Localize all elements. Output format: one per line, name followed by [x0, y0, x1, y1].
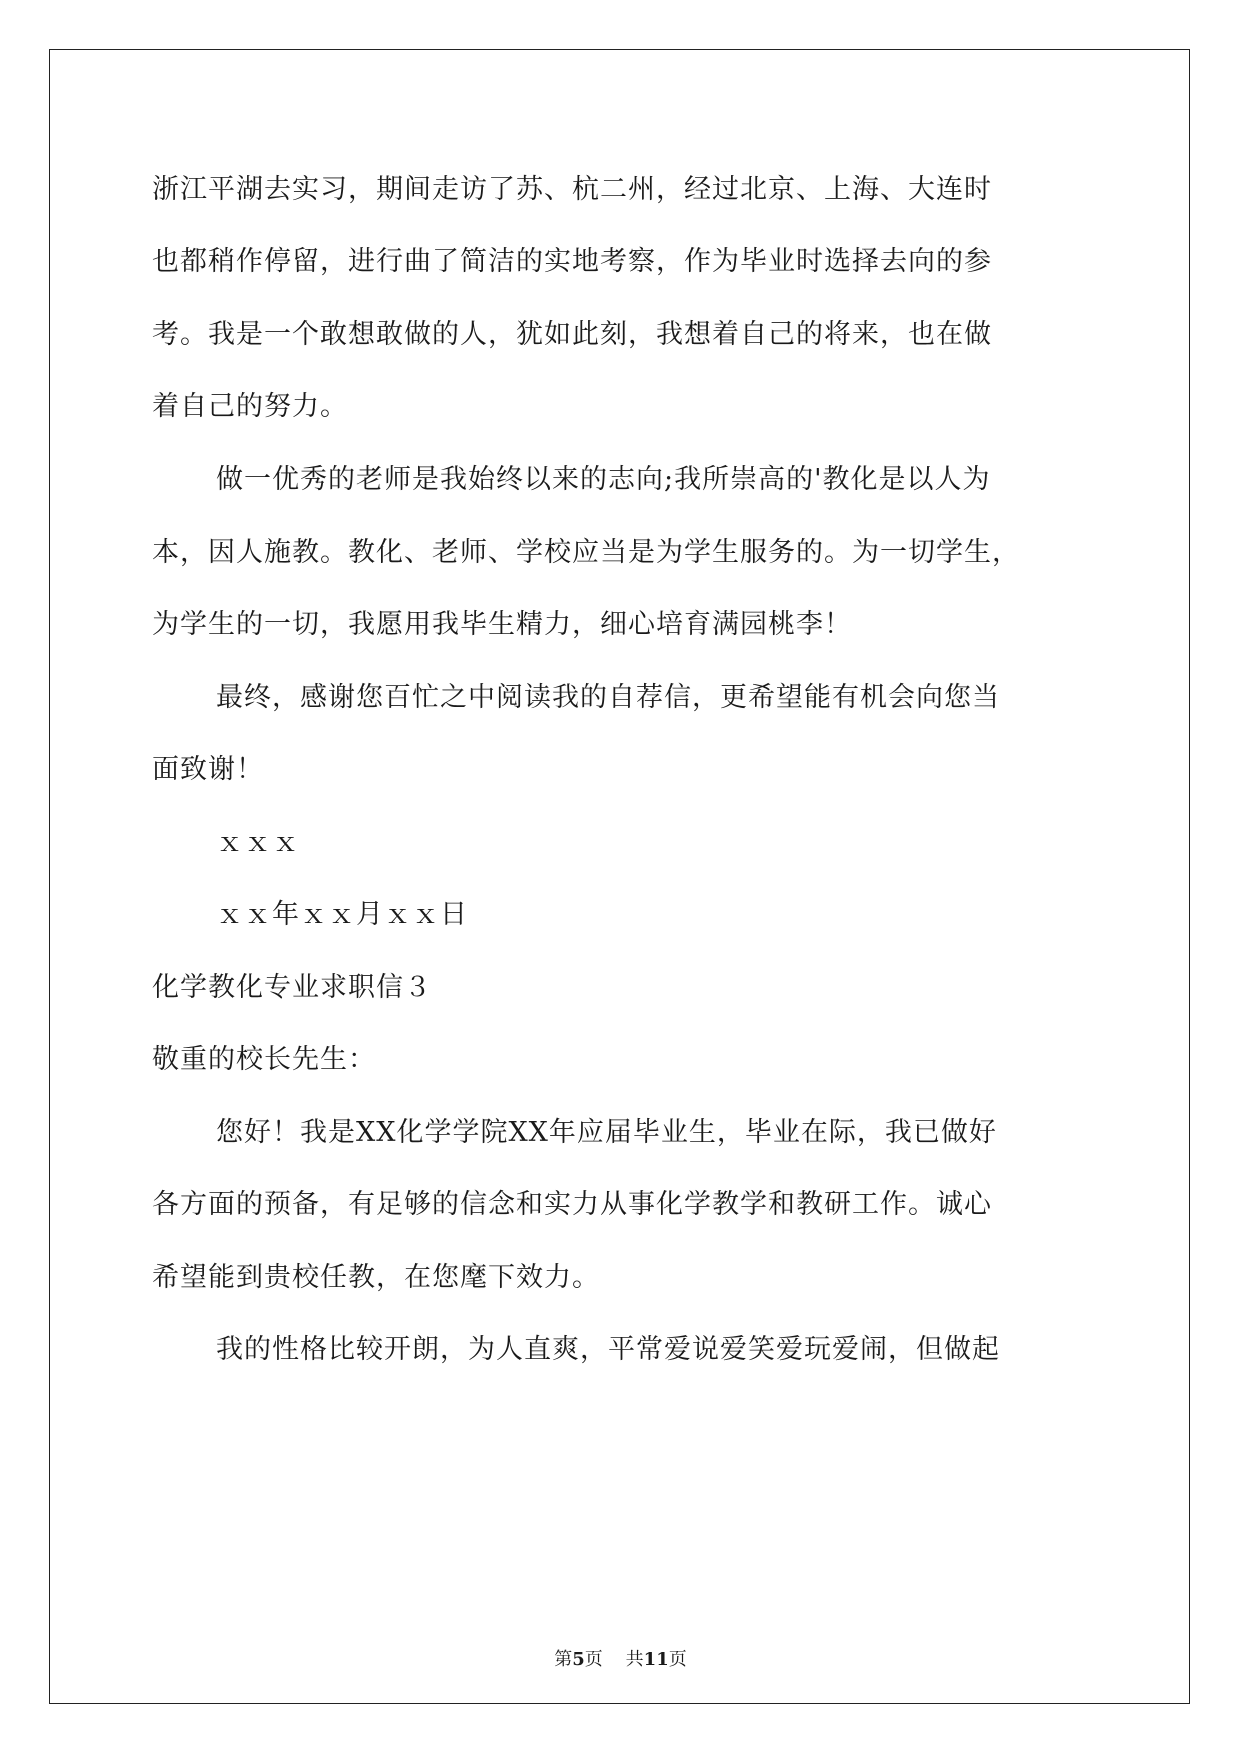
footer-prefix: 第 [554, 1649, 573, 1670]
signature-date: ｘｘ年ｘｘ月ｘｘ日 [216, 899, 468, 930]
body-line: 着自己的努力。 [152, 391, 348, 422]
footer-total-suffix: 页 [668, 1649, 687, 1670]
salutation: 敬重的校长先生： [152, 1044, 376, 1075]
footer-page-number: 5 [572, 1649, 585, 1670]
body-line: 您好！我是XX化学学院XX年应届毕业生，毕业在际，我已做好 [216, 1117, 997, 1148]
body-line: 最终，感谢您百忙之中阅读我的自荐信，更希望能有机会向您当 [216, 682, 1000, 713]
footer-page-suffix: 页 [584, 1649, 603, 1670]
body-line: 面致谢！ [152, 754, 264, 785]
body-line: 考。我是一个敢想敢做的人，犹如此刻，我想着自己的将来，也在做 [152, 319, 992, 350]
section-title: 化学教化专业求职信３ [152, 972, 432, 1003]
body-line: 各方面的预备，有足够的信念和实力从事化学教学和教研工作。诚心 [152, 1189, 992, 1220]
page-border [49, 49, 1190, 1704]
body-line: 希望能到贵校任教，在您麾下效力。 [152, 1262, 600, 1293]
signature-name: ｘｘｘ [216, 827, 300, 858]
body-line: 浙江平湖去实习，期间走访了苏、杭二州，经过北京、上海、大连时 [152, 174, 992, 205]
page-footer [0, 1648, 1241, 1672]
footer-total-pages: 11 [643, 1649, 669, 1670]
body-line: 本，因人施教。教化、老师、学校应当是为学生服务的。为一切学生， [152, 537, 1020, 568]
body-line: 也都稍作停留，进行曲了简洁的实地考察，作为毕业时选择去向的参 [152, 246, 992, 277]
body-line: 我的性格比较开朗，为人直爽，平常爱说爱笑爱玩爱闹，但做起 [216, 1334, 1000, 1365]
body-line: 为学生的一切，我愿用我毕生精力，细心培育满园桃李！ [152, 609, 852, 640]
footer-total-prefix: 共 [625, 1649, 644, 1670]
body-line: 做一优秀的老师是我始终以来的志向;我所崇高的'教化是以人为 [216, 464, 991, 495]
